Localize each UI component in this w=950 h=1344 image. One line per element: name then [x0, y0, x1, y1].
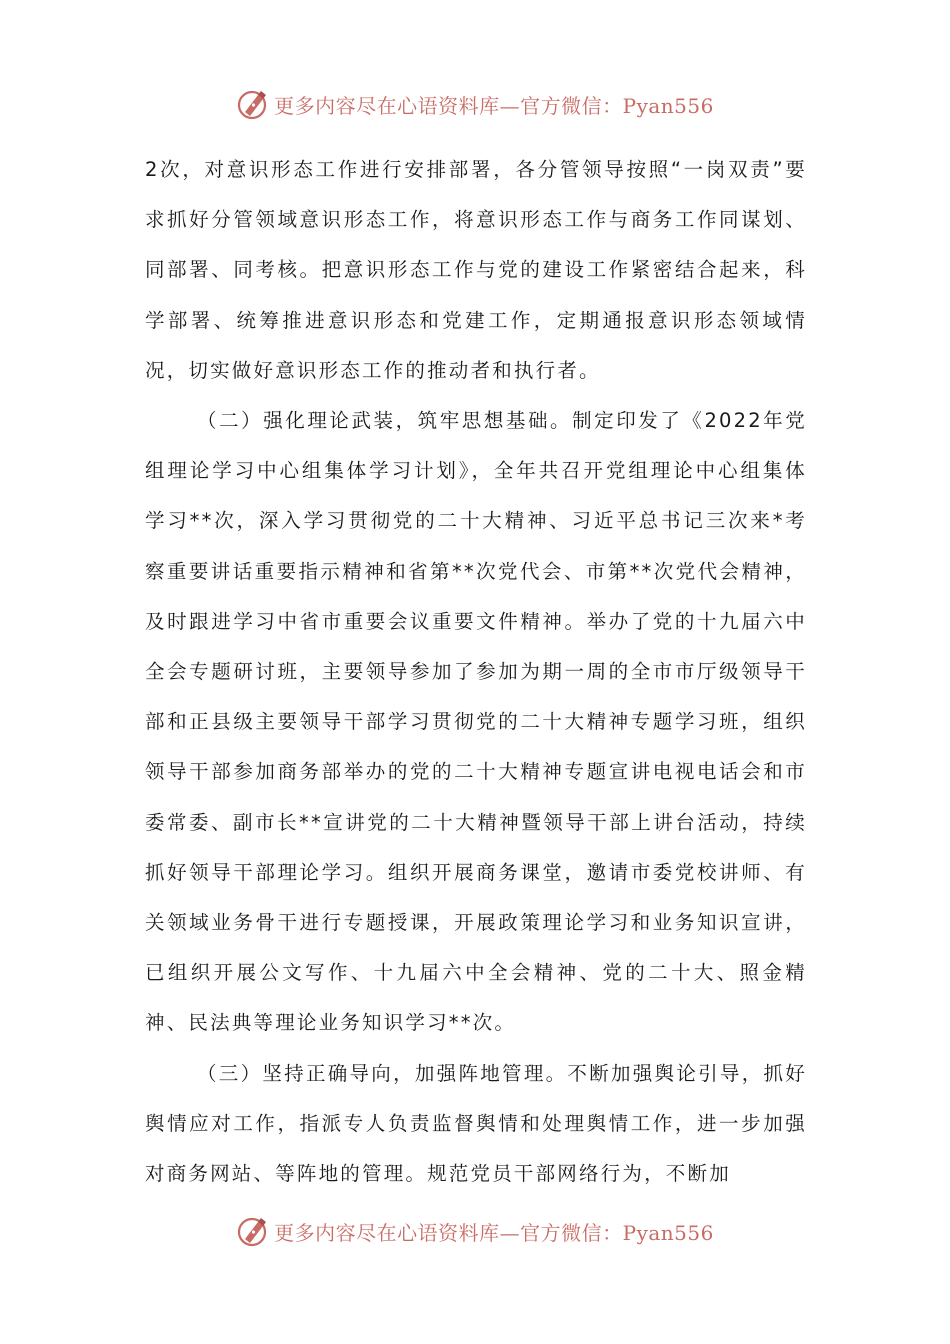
- body-text: [145, 145, 807, 1199]
- paragraph-continued: 2次，对意识形态工作进行安排部署，各分管领导按照“一岗双责”要求抓好分管领域意识形态工作，将意识形态工作与商务工作同谋划、同部署、同考核。把意识形态工作与党的建设工作紧密结合起来，科学部署、统筹推进意识形态和党建工作，定期通报意识形态领域情况，切实做好意识形态工作的推动者和执行者。: [145, 158, 807, 382]
- watermark-text: 更多内容尽在心语资料库—官方微信：Pyan556: [274, 1220, 714, 1245]
- paragraph-section-2: （二）强化理论武装，筑牢思想基础。制定印发了《2022年党组理论学习中心组集体学习计划》，全年共召开党组理论中心组集体学习**次，深入学习贯彻党的二十大精神、习近平总书记三次来*考察重要讲话重要指示精神和省第**次党代会、市第**次党代会精神，及时跟进学习中省市重要会议重要文件精神。举办了党的十九届六中全会专题研讨班，主要领导参加了参加为期一周的全市市厅级领导干部和正县级主要领导干部学习贯彻党的二十大精神专题学习班，组织领导干部参加商务部举办的党的二十大精神专题宣讲电视电话会和市委常委、副市长**宣讲党的二十大精神暨领导干部上讲台活动，持续抓好领导干部理论学习。组织开展商务课堂，邀请市委党校讲师、有关领域业务骨干进行专题授课，开展政策理论学习和业务知识宣讲，已组织开展公文写作、十九届六中全会精神、党的二十大、照金精神、民法典等理论业务知识学习**次。: [145, 409, 807, 1035]
- paragraph-section-3: （三）坚持正确导向，加强阵地管理。不断加强舆论引导，抓好舆情应对工作，指派专人负责监督舆情和处理舆情工作，进一步加强对商务网站、等阵地的管理。规范党员干部网络行为，不断加: [145, 1061, 807, 1186]
- pen-nib-logo-icon: [236, 1214, 270, 1248]
- pen-nib-logo-icon: [236, 87, 270, 121]
- watermark-text: 更多内容尽在心语资料库—官方微信：Pyan556: [274, 93, 714, 118]
- header-watermark: [0, 84, 950, 124]
- footer-watermark: [0, 1211, 950, 1251]
